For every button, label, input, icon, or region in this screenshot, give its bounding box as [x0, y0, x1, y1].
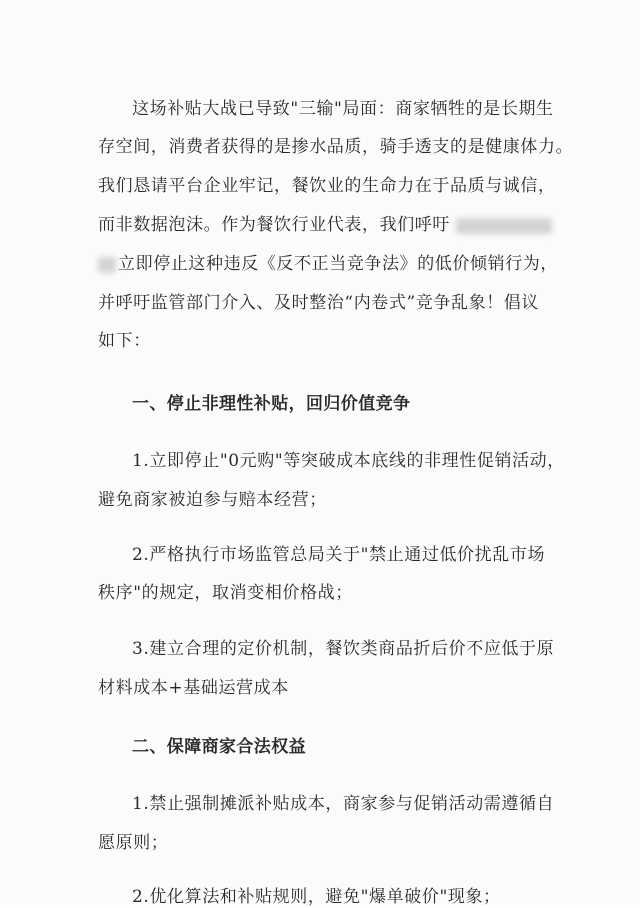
section1-heading: 一、停止非理性补贴，回归价值竞争: [132, 394, 411, 414]
para1-line2: 存空间，消费者获得的是掺水品质，骑手透支的是健康体力。: [98, 137, 574, 157]
section1-item1-line2: 避免商家被迫参与赔本经营；: [98, 490, 327, 510]
section1-item3-line1: 3.建立合理的定价机制，餐饮类商品折后价不应低于原: [132, 639, 555, 659]
section1-item1-line1: 1.立即停止"0元购"等突破成本底线的非理性促销活动，: [132, 451, 565, 471]
section2-item1-line1: 1.禁止强制摊派补贴成本，商家参与促销活动需遵循自: [132, 794, 555, 814]
para1-line7: 如下：: [98, 331, 151, 351]
section1-item2-line2: 秩序"的规定，取消变相价格战；: [98, 583, 353, 603]
section2-item2-line1: 2.优化算法和补贴规则，避免"爆单破价"现象；: [132, 887, 501, 907]
section1-item2-line1: 2.严格执行市场监管总局关于"禁止通过低价扰乱市场: [132, 545, 546, 565]
redacted-blur: [456, 218, 552, 234]
para1-line4-text: 而非数据泡沫。作为餐饮行业代表，我们呼吁: [98, 215, 450, 235]
para1-line1: 这场补贴大战已导致"三输"局面：商家牺牲的是长期生: [132, 99, 554, 119]
section2-heading: 二、保障商家合法权益: [132, 737, 306, 757]
para1-line4: [98, 214, 568, 236]
para1-line3: 我们恳请平台企业牢记，餐饮业的生命力在于品质与诚信，: [98, 176, 556, 196]
section1-item3-line2: 材料成本+基础运营成本: [98, 678, 289, 698]
redacted-blur: [98, 257, 116, 273]
para1-line6: 并呼吁监管部门介入、及时整治“内卷式”竞争乱象！倡议: [98, 293, 539, 313]
section2-item1-line2: 愿原则；: [98, 833, 169, 853]
para1-line5: [98, 253, 568, 275]
para1-line5-text: 立即停止这种违反《反不正当竞争法》的低价倾销行为，: [118, 254, 558, 274]
